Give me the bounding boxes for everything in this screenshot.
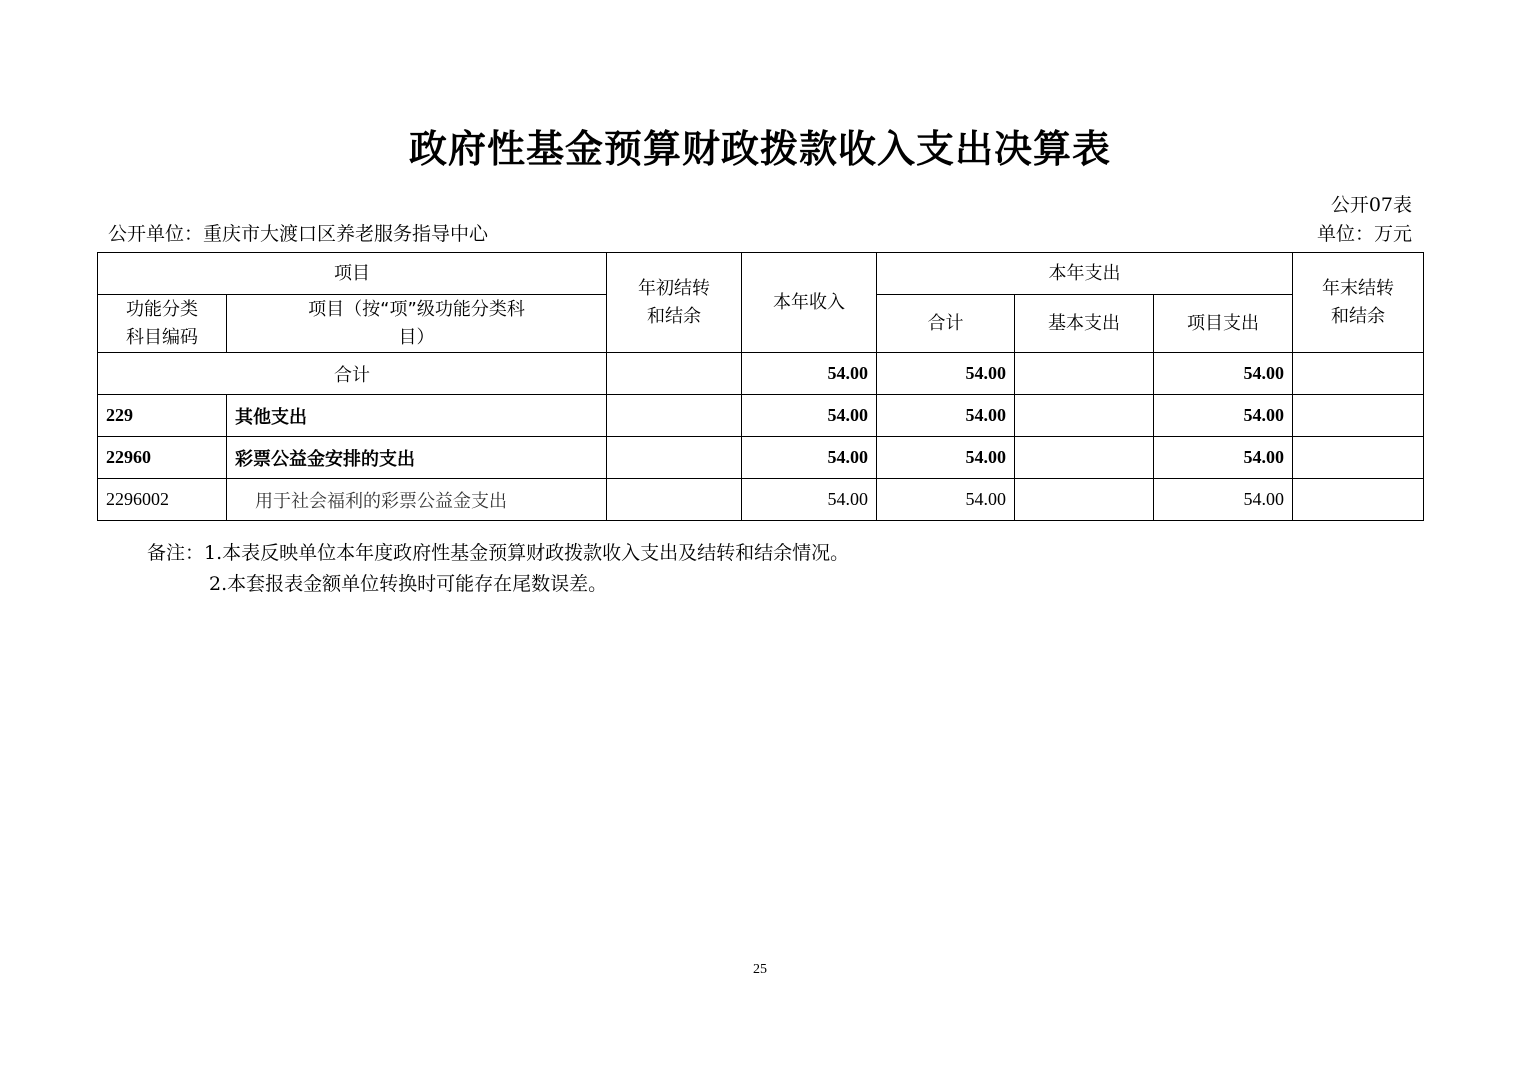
note-line-1: 备注：1.本表反映单位本年度政府性基金预算财政拨款收入支出及结转和结余情况。 <box>147 542 850 564</box>
header-item-sub: 项目（按“项”级功能分类科目） <box>227 295 607 353</box>
cell-name: 彩票公益金安排的支出 <box>227 437 607 479</box>
budget-table <box>97 252 1424 521</box>
cell-exp-basic <box>1015 437 1154 479</box>
cell-closing <box>1293 353 1424 395</box>
cell-closing <box>1293 479 1424 521</box>
cell-exp-project: 54.00 <box>1154 353 1293 395</box>
cell-opening <box>607 437 742 479</box>
currency-unit: 单位：万元 <box>1316 223 1412 245</box>
cell-name: 其他支出 <box>227 395 607 437</box>
total-row <box>98 353 1424 395</box>
cell-exp-total: 54.00 <box>877 395 1015 437</box>
cell-opening <box>607 479 742 521</box>
cell-opening <box>607 353 742 395</box>
cell-closing <box>1293 437 1424 479</box>
notes <box>147 538 849 600</box>
header-item: 项目 <box>98 253 607 295</box>
cell-income: 54.00 <box>742 479 877 521</box>
reporting-unit: 公开单位：重庆市大渡口区养老服务指导中心 <box>108 223 489 245</box>
total-label: 合计 <box>98 353 607 395</box>
page-title: 政府性基金预算财政拨款收入支出决算表 <box>408 127 1111 171</box>
cell-exp-project: 54.00 <box>1154 395 1293 437</box>
cell-exp-total: 54.00 <box>877 437 1015 479</box>
header-expense: 本年支出 <box>877 253 1293 295</box>
header-income: 本年收入 <box>742 253 877 353</box>
table-row <box>98 395 1424 437</box>
table-row <box>98 437 1424 479</box>
form-number: 公开07表 <box>1330 194 1412 216</box>
cell-exp-total: 54.00 <box>877 353 1015 395</box>
cell-closing <box>1293 395 1424 437</box>
cell-code: 229 <box>98 395 227 437</box>
cell-exp-project: 54.00 <box>1154 479 1293 521</box>
cell-income: 54.00 <box>742 353 877 395</box>
cell-exp-basic <box>1015 479 1154 521</box>
cell-exp-total: 54.00 <box>877 479 1015 521</box>
header-exp-total: 合计 <box>877 295 1015 353</box>
note-line-2: 2.本套报表金额单位转换时可能存在尾数误差。 <box>209 573 608 595</box>
header-exp-basic: 基本支出 <box>1015 295 1154 353</box>
cell-code: 2296002 <box>98 479 227 521</box>
cell-income: 54.00 <box>742 395 877 437</box>
table-row <box>98 479 1424 521</box>
header-opening: 年初结转和结余 <box>607 253 742 353</box>
cell-opening <box>607 395 742 437</box>
cell-code: 22960 <box>98 437 227 479</box>
cell-exp-basic <box>1015 353 1154 395</box>
cell-income: 54.00 <box>742 437 877 479</box>
cell-exp-project: 54.00 <box>1154 437 1293 479</box>
page-number: 25 <box>753 962 767 977</box>
cell-name: 用于社会福利的彩票公益金支出 <box>227 479 607 521</box>
header-func-code: 功能分类科目编码 <box>98 295 227 353</box>
cell-exp-basic <box>1015 395 1154 437</box>
header-exp-project: 项目支出 <box>1154 295 1293 353</box>
header-closing: 年末结转和结余 <box>1293 253 1424 353</box>
